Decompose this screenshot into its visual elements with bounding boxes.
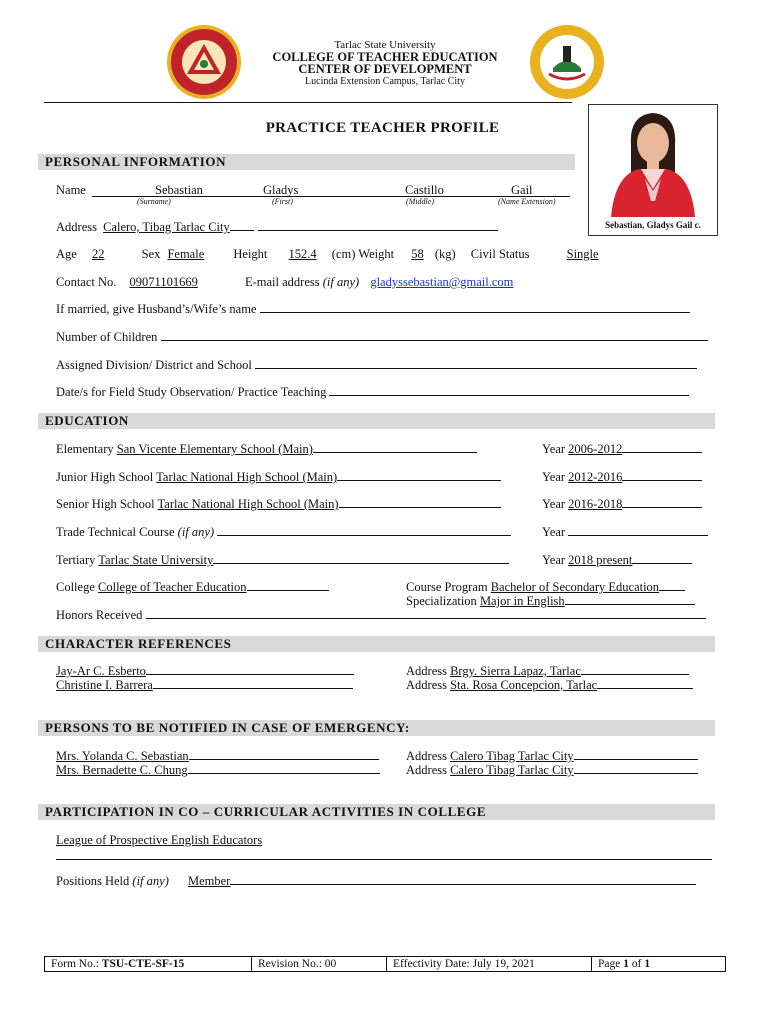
positions-if-any: (if any) bbox=[132, 874, 169, 888]
address-value: Calero, Tibag Tarlac City bbox=[103, 220, 230, 234]
elementary-year bbox=[542, 442, 702, 457]
elementary-value: San Vicente Elementary School (Main) bbox=[116, 442, 313, 456]
surname-value: Sebastian bbox=[155, 183, 203, 197]
reference-address: Brgy. Sierra Lapaz, Tarlac bbox=[450, 664, 581, 678]
emergency-name: Mrs. Yolanda C. Sebastian bbox=[56, 749, 189, 763]
children-label: Number of Children bbox=[56, 330, 158, 344]
positions-label: Positions Held bbox=[56, 874, 130, 888]
trade-year bbox=[542, 525, 708, 540]
name-extension-value: Gail bbox=[511, 183, 533, 197]
reference-row bbox=[56, 664, 354, 679]
contact-row bbox=[56, 275, 513, 290]
shs-year-value: 2016-2018 bbox=[568, 497, 623, 511]
shs-label: Senior High School bbox=[56, 497, 155, 511]
age-row bbox=[56, 247, 613, 262]
reference-name: Jay-Ar C. Esberto bbox=[56, 664, 146, 678]
page-title: PRACTICE TEACHER PROFILE bbox=[265, 120, 500, 136]
reference-address-row bbox=[406, 664, 689, 679]
emergency-name: Mrs. Bernadette C. Chung bbox=[56, 763, 188, 777]
reference-name: Christine I. Barrera bbox=[56, 678, 153, 692]
address-row bbox=[56, 220, 498, 235]
college-name: COLLEGE OF TEACHER EDUCATION bbox=[272, 50, 498, 64]
program-label: Course Program bbox=[406, 580, 488, 594]
honors-row bbox=[56, 608, 706, 623]
emergency-address: Calero Tibag Tarlac City bbox=[450, 763, 574, 777]
name-label: Name bbox=[56, 183, 86, 197]
year-label: Year bbox=[542, 553, 566, 567]
height-label: Height bbox=[233, 247, 268, 261]
activity-value: League of Prospective English Educators bbox=[56, 833, 263, 847]
weight-value: 58 bbox=[411, 247, 424, 261]
university-seal bbox=[166, 24, 242, 104]
children-row bbox=[56, 330, 708, 345]
effectivity-date: Effectivity Date: July 19, 2021 bbox=[393, 958, 535, 970]
jhs-row bbox=[56, 470, 501, 485]
page-total: 1 bbox=[644, 958, 651, 970]
reference-address: Sta. Rosa Concepcion, Tarlac bbox=[450, 678, 598, 692]
address-label: Address bbox=[56, 220, 97, 234]
reference-address-label: Address bbox=[406, 664, 447, 678]
name-row bbox=[56, 183, 86, 198]
section-education: EDUCATION bbox=[38, 413, 715, 429]
position-value: Member bbox=[187, 874, 231, 888]
married-label: If married, give Husband’s/Wife’s name bbox=[56, 302, 257, 316]
contact-label: Contact No. bbox=[56, 275, 117, 289]
dates-row bbox=[56, 385, 689, 400]
section-personal-information: PERSONAL INFORMATION bbox=[38, 154, 575, 170]
center-name: CENTER OF DEVELOPMENT bbox=[298, 62, 472, 76]
height-unit: (cm) bbox=[331, 247, 356, 261]
extension-caption: (Name Extension) bbox=[498, 197, 556, 206]
revision-number: Revision No.: 00 bbox=[258, 958, 337, 970]
profile-photo bbox=[588, 104, 718, 236]
surname-caption: (Surname) bbox=[137, 197, 171, 206]
form-number-cell bbox=[45, 957, 252, 971]
division-row bbox=[56, 358, 697, 373]
married-row bbox=[56, 302, 690, 317]
first-name-value: Gladys bbox=[263, 183, 299, 197]
email-if-any: (if any) bbox=[322, 275, 360, 289]
section-co-curricular-activities: PARTICIPATION IN CO – CURRICULAR ACTIVITIES IN COLLEGE bbox=[38, 804, 715, 820]
form-number-label: Form No.: bbox=[51, 958, 99, 970]
college-seal bbox=[529, 24, 605, 104]
photo-caption: Sebastian, Gladys Gail c. bbox=[605, 220, 701, 230]
header-divider bbox=[44, 102, 572, 103]
emergency-address-label: Address bbox=[406, 763, 447, 777]
civil-status-value: Single bbox=[566, 247, 599, 261]
elementary-row bbox=[56, 442, 477, 457]
sex-label: Sex bbox=[141, 247, 161, 261]
email-link[interactable]: gladyssebastian@gmail.com bbox=[370, 275, 514, 289]
year-label: Year bbox=[542, 470, 566, 484]
spec-value: Major in English bbox=[479, 594, 565, 608]
college-row bbox=[56, 580, 329, 595]
program-row bbox=[406, 580, 685, 595]
weight-label: Weight bbox=[358, 247, 395, 261]
elementary-label: Elementary bbox=[56, 442, 114, 456]
activity-line bbox=[56, 859, 712, 860]
page-number: 1 bbox=[623, 958, 629, 970]
emergency-row bbox=[56, 763, 380, 778]
emergency-address: Calero Tibag Tarlac City bbox=[450, 749, 574, 763]
positions-row bbox=[56, 874, 696, 889]
university-name: Tarlac State University bbox=[334, 39, 436, 51]
year-label: Year bbox=[542, 525, 566, 539]
emergency-address-label: Address bbox=[406, 749, 447, 763]
emergency-address-row bbox=[406, 763, 698, 778]
trade-row bbox=[56, 525, 511, 540]
age-label: Age bbox=[56, 247, 77, 261]
contact-value: 09071101669 bbox=[129, 275, 198, 289]
dates-label: Date/s for Field Study Observation/ Practice Teaching bbox=[56, 385, 327, 399]
tertiary-year-value: 2018 present bbox=[568, 553, 633, 567]
jhs-label: Junior High School bbox=[56, 470, 154, 484]
form-number: TSU-CTE-SF-15 bbox=[101, 958, 185, 970]
trade-label: Trade Technical Course bbox=[56, 525, 175, 539]
campus-name: Lucinda Extension Campus, Tarlac City bbox=[305, 76, 465, 87]
activity-item bbox=[56, 833, 262, 848]
reference-address-label: Address bbox=[406, 678, 447, 692]
jhs-value: Tarlac National High School (Main) bbox=[156, 470, 338, 484]
elementary-year-value: 2006-2012 bbox=[568, 442, 623, 456]
effectivity-cell bbox=[387, 957, 592, 971]
first-caption: (First) bbox=[272, 197, 293, 206]
college-label: College bbox=[56, 580, 95, 594]
weight-unit: (kg) bbox=[434, 247, 456, 261]
year-label: Year bbox=[542, 497, 566, 511]
reference-address-row bbox=[406, 678, 693, 693]
section-character-references: CHARACTER REFERENCES bbox=[38, 636, 715, 652]
page-cell bbox=[592, 957, 725, 971]
civil-status-label: Civil Status bbox=[470, 247, 530, 261]
form-footer bbox=[44, 956, 726, 972]
sex-value: Female bbox=[167, 247, 205, 261]
jhs-year-value: 2012-2016 bbox=[568, 470, 623, 484]
spec-label: Specialization bbox=[406, 594, 477, 608]
tertiary-label: Tertiary bbox=[56, 553, 96, 567]
spec-row bbox=[406, 594, 695, 609]
emergency-row bbox=[56, 749, 379, 764]
tertiary-row bbox=[56, 553, 509, 568]
height-value: 152.4 bbox=[288, 247, 317, 261]
year-label: Year bbox=[542, 442, 566, 456]
shs-year bbox=[542, 497, 702, 512]
jhs-year bbox=[542, 470, 702, 485]
tertiary-value: Tarlac State University bbox=[98, 553, 214, 567]
middle-caption: (Middle) bbox=[406, 197, 434, 206]
shs-row bbox=[56, 497, 501, 512]
age-value: 22 bbox=[91, 247, 105, 261]
page-of-label: of bbox=[631, 958, 642, 970]
middle-name-value: Castillo bbox=[405, 183, 444, 197]
reference-row bbox=[56, 678, 353, 693]
revision-cell bbox=[252, 957, 387, 971]
trade-if-any: (if any) bbox=[177, 525, 215, 539]
division-label: Assigned Division/ District and School bbox=[56, 358, 252, 372]
page-label: Page bbox=[598, 958, 621, 970]
shs-value: Tarlac National High School (Main) bbox=[157, 497, 339, 511]
emergency-address-row bbox=[406, 749, 698, 764]
program-value: Bachelor of Secondary Education bbox=[490, 580, 660, 594]
section-emergency-contacts: PERSONS TO BE NOTIFIED IN CASE OF EMERGENCY: bbox=[38, 720, 715, 736]
college-value: College of Teacher Education bbox=[98, 580, 247, 594]
honors-label: Honors Received bbox=[56, 608, 143, 622]
email-label: E-mail address bbox=[244, 275, 320, 289]
tertiary-year bbox=[542, 553, 692, 568]
